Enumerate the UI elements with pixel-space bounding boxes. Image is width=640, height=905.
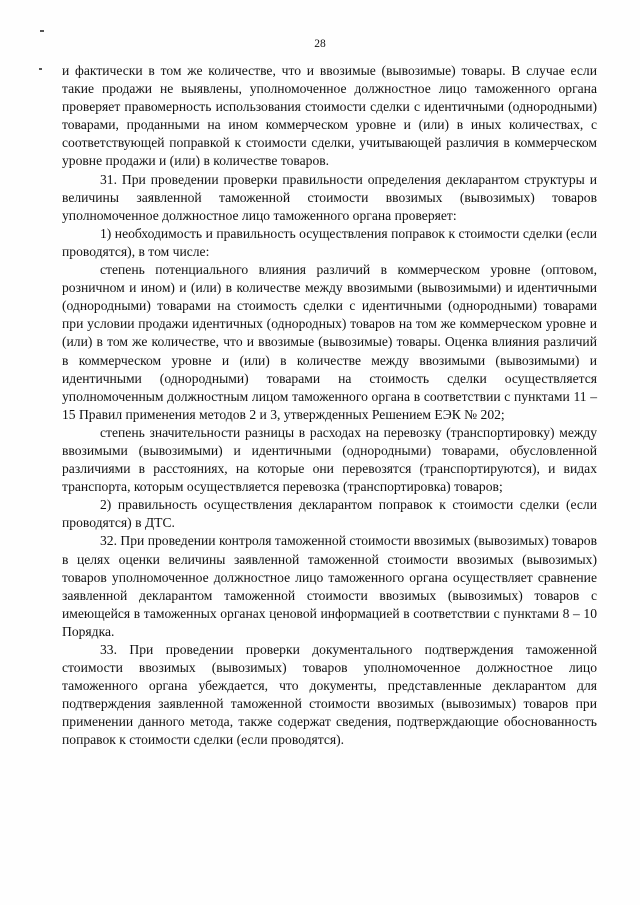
paragraph-continuation: и фактически в том же количестве, что и ввозимые (вывозимые) товары. В случае если такие продажи не выявлены, уполномоченное должностное лицо таможенного органа проверяет правомерность использования стоимости сделки с идентичными (однородными) товарами, проданными на ином коммерческом уровне и (или) в иных количествах, с соответствующей поправкой к стоимости сделки, учитывающей различия в коммерческом уровне продажи и (или) в количестве товаров. bbox=[62, 63, 597, 169]
scan-artifact bbox=[39, 68, 42, 70]
scan-artifact bbox=[40, 30, 44, 32]
paragraph-33: 33. При проведении проверки документального подтверждения таможенной стоимости ввозимых (вывозимых) товаров уполномоченное должностное лицо таможенного органа убеждается, что документы, представленные декларантом для подтверждения заявленной таможенной стоимости ввозимых (вывозимых) товаров при применении данного метода, также содержат сведения, подтверждающие обоснованность поправок к стоимости сделки (если проводятся). bbox=[62, 642, 597, 748]
paragraph-31: 31. При проведении проверки правильности определения декларантом структуры и величины заявленной таможенной стоимости ввозимых (вывозимых) товаров уполномоченное должностное лицо таможенного органа проверяет: bbox=[62, 171, 597, 223]
paragraph-31-item-1: 1) необходимость и правильность осуществления поправок к стоимости сделки (если проводятся), в том числе: bbox=[62, 225, 597, 259]
paragraph-31-item-2: 2) правильность осуществления декларантом поправок к стоимости сделки (если проводятся) в ДТС. bbox=[62, 497, 597, 531]
page-number: 28 bbox=[314, 38, 326, 50]
paragraph-32: 32. При проведении контроля таможенной стоимости ввозимых (вывозимых) товаров в целях оценки величины заявленной таможенной стоимости ввозимых (вывозимых) товаров уполномоченное должностное лицо таможенного органа осуществляет сравнение заявленной декларантом таможенной стоимости ввозимых (вывозимых) товаров с имеющейся в таможенных органах ценовой информацией в соответствии с пунктами 8 – 10 Порядка. bbox=[62, 533, 597, 639]
document-body bbox=[62, 62, 597, 750]
paragraph-31-commercial-level: степень потенциального влияния различий в коммерческом уровне (оптовом, розничном и ином) и (или) в количестве между ввозимыми (вывозимыми) и идентичными (однородными) товарами на стоимость сделки с идентичными (однородными) товарами при условии продажи идентичных (однородных) товаров на том же коммерческом уровне и (или) в том же количестве, что и ввозимые (вывозимые) товары. Оценка влияния различий в коммерческом уровне и (или) в количестве между ввозимыми (вывозимыми) и идентичными (однородными) товарами на стоимость сделки осуществляется уполномоченным должностным лицом таможенного органа в соответствии с пунктами 11 – 15 Правил применения методов 2 и 3, утвержденных Решением ЕЭК № 202; bbox=[62, 262, 597, 422]
paragraph-31-transport: степень значительности разницы в расходах на перевозку (транспортировку) между ввозимыми (вывозимыми) и идентичными (однородными) товарами, обусловленной различиями в расстояниях, на которые они перевозятся (транспортируются), и видах транспорта, которым осуществляется перевозка (транспортировка) товаров; bbox=[62, 424, 597, 495]
